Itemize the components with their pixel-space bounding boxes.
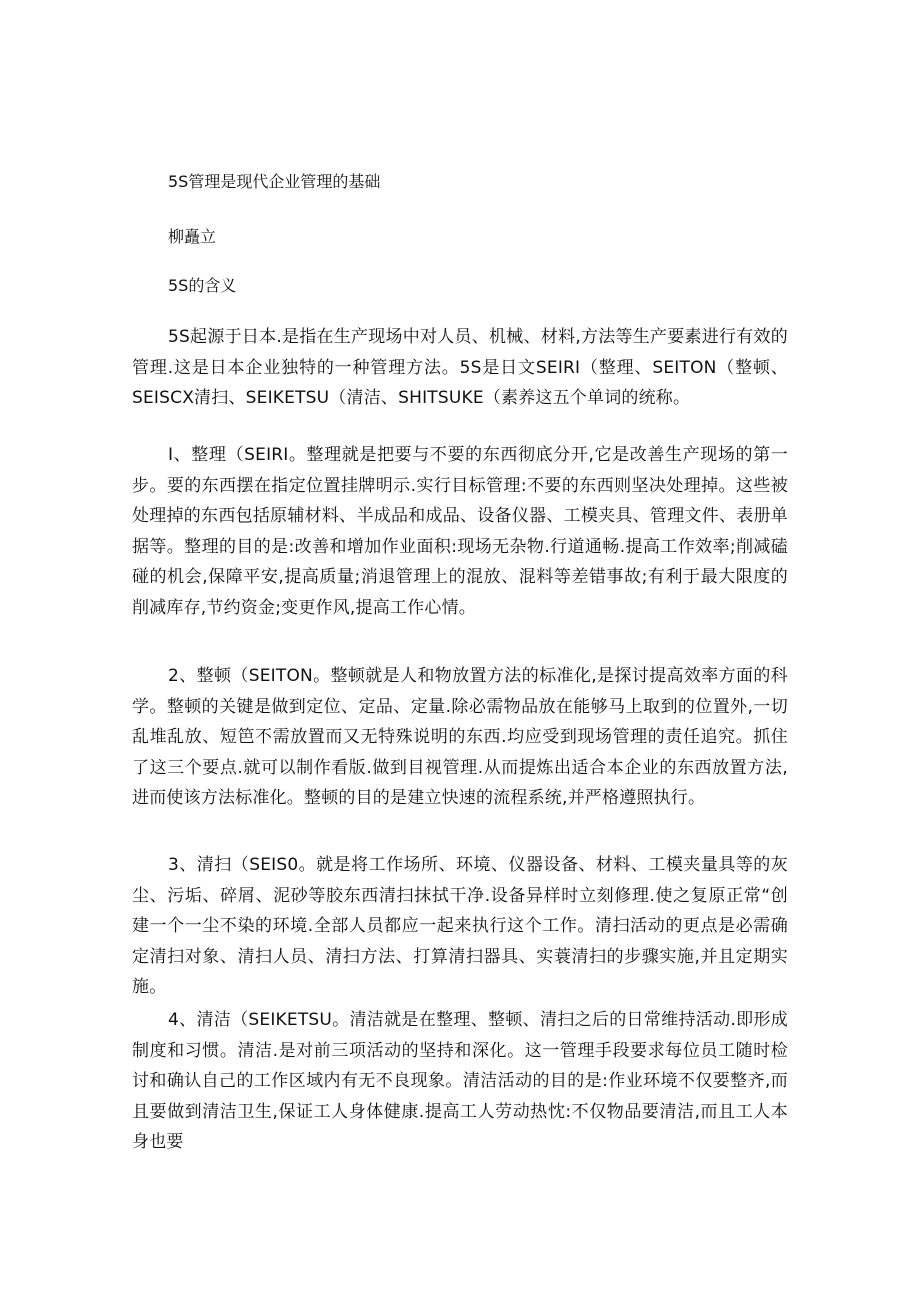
paragraph-intro: 5S起源于日本.是指在生产现场中对人员、机械、材料,方法等生产要素进行有效的管理.这是日本企业独特的一种管理方法。5S是日文SEIRI（整理、SEITON（整顿、SEISCX清扫、SEIKETSU（清洁、SHITSUKE（素养这五个单词的统称。 [132,327,788,409]
section-heading: 5S的含义 [168,276,237,295]
paragraph-seiri: I、整理（SEIRI。整理就是把要与不要的东西彻底分开,它是改善生产现场的第一步。要的东西摆在指定位置挂牌明示.实行目标管理:不要的东西则坚决处理掉。这些被处理掉的东西包括原辅材料、半成品和成品、设备仪器、工模夹具、管理文件、表册单据等。整理的目的是:改善和增加作业面积:现场无杂物.行道通畅.提高工作效率;削减磕碰的机会,保障平安,提高质量;消退管理上的混放、混料等差错事故;有利于最大限度的削减库存,节约资金;变更作风,提高工作心情。 [132,445,788,618]
paragraph-seiton: 2、整顿（SEITON。整顿就是人和物放置方法的标准化,是探讨提高效率方面的科学。整顿的关键是做到定位、定品、定量.除必需物品放在能够马上取到的位置外,一切乱堆乱放、短笆不需放置而又无特殊说明的东西.均应受到现场管理的责任追究。抓住了这三个要点.就可以制作看版.做到目视管理.从而提炼出适合本企业的东西放置方法,进而使该方法标准化。整顿的目的是建立快速的流程系统,并严格遵照执行。 [132,666,788,809]
paragraph-seiso: 3、清扫（SEIS0。就是将工作场所、环境、仪器设备、材料、工模夹量具等的灰尘、污垢、碎屑、泥砂等胶东西清扫抹拭干净.设备异样时立刻修理.使之复原正常“创建一个一尘不染的环境.全部人员都应一起来执行这个工作。清扫活动的更点是必需确定清扫对象、清扫人员、清扫方法、打算清扫器具、实蓑清扫的步骤实施,并且定期实施。 [132,855,788,998]
paragraph-seiketsu: 4、清洁（SEIKETSU。清洁就是在整理、整顿、清扫之后的日常维持活动.即形成制度和习惯。清洁.是对前三项活动的坚持和深化。这一管理手段要求每位员工随时检讨和确认自己的工作区域内有无不良现象。清洁活动的目的是:作业环境不仅要整齐,而且要做到清洁卫生,保证工人身体健康.提高工人劳动热忱:不仅物品要清洁,而且工人本身也要 [132,1010,788,1153]
document-title: 5S管理是现代企业管理的基础 [168,172,381,191]
author-name: 柳矗立 [168,227,217,246]
